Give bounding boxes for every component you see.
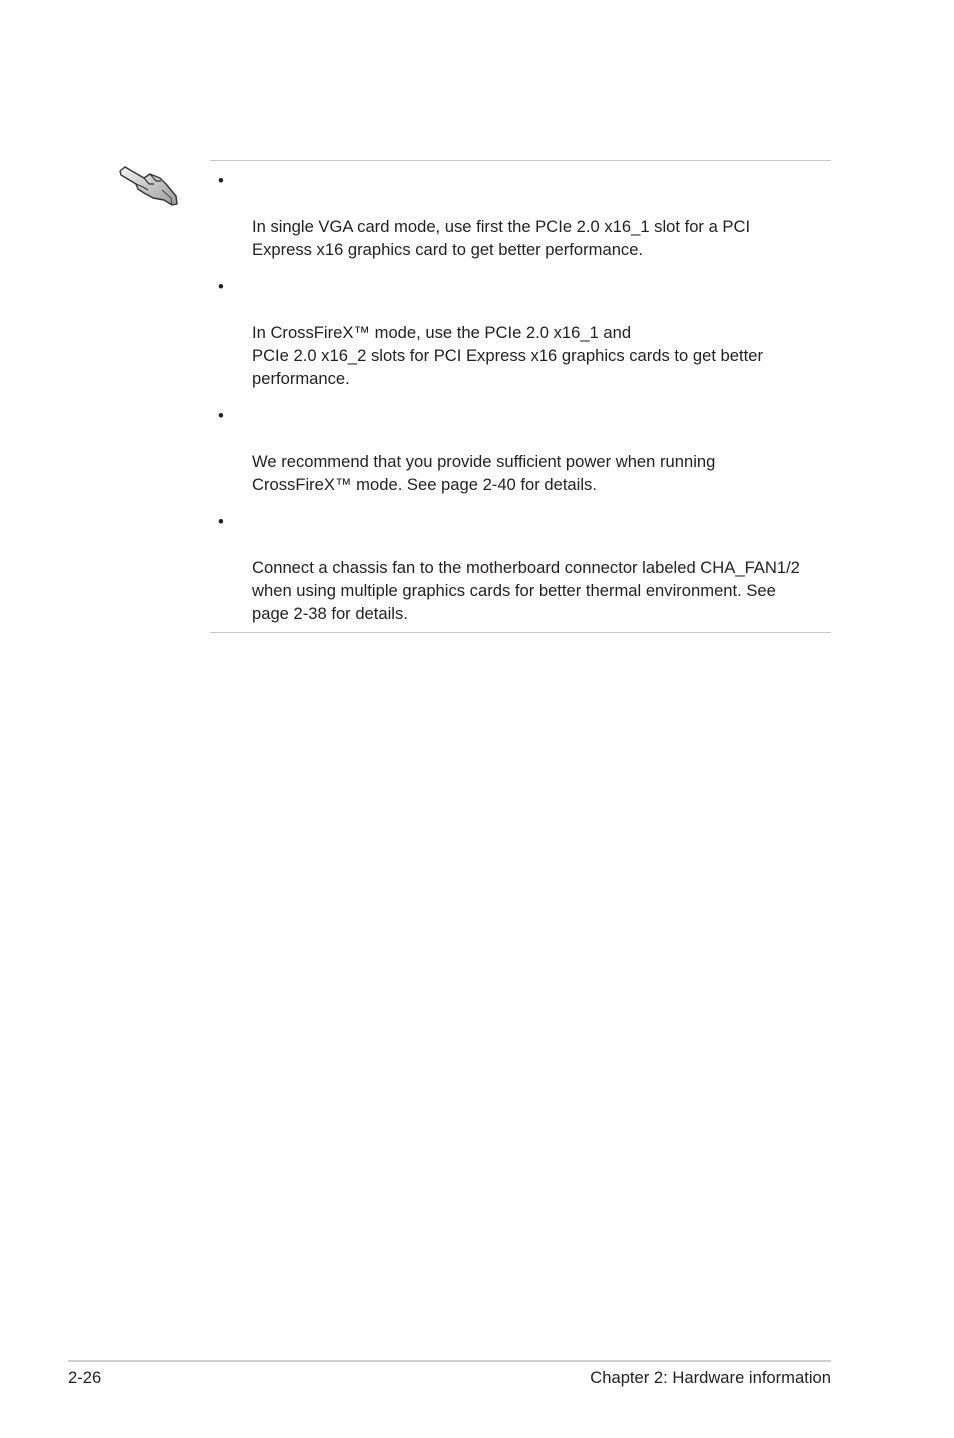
note-text: We recommend that you provide sufficient power when running CrossFireX™ mode. See page 2-40 for details. — [252, 452, 716, 494]
note-text: In CrossFireX™ mode, use the PCIe 2.0 x16_1 and PCIe 2.0 x16_2 slots for PCI Express x16 graphics cards to get better performance. — [252, 323, 763, 388]
bullet: • — [218, 406, 224, 425]
pointing-hand-icon — [116, 160, 180, 210]
footer-divider — [68, 1360, 831, 1362]
note-item — [210, 169, 831, 261]
bullet: • — [218, 277, 224, 296]
note-item — [210, 510, 831, 625]
note-item — [210, 404, 831, 496]
page-number: 2-26 — [68, 1368, 102, 1387]
note-text: Connect a chassis fan to the motherboard connector labeled CHA_FAN1/2 when using multiple graphics cards for better thermal environment. See page 2-38 for details. — [252, 558, 800, 623]
note-list — [210, 169, 831, 625]
bullet: • — [218, 512, 224, 531]
note-item — [210, 275, 831, 390]
note-box — [210, 160, 831, 633]
note-text: In single VGA card mode, use first the PCIe 2.0 x16_1 slot for a PCI Express x16 graphics card to get better performance. — [252, 217, 751, 259]
bullet: • — [218, 171, 224, 190]
chapter-title: Chapter 2: Hardware information — [590, 1368, 831, 1387]
